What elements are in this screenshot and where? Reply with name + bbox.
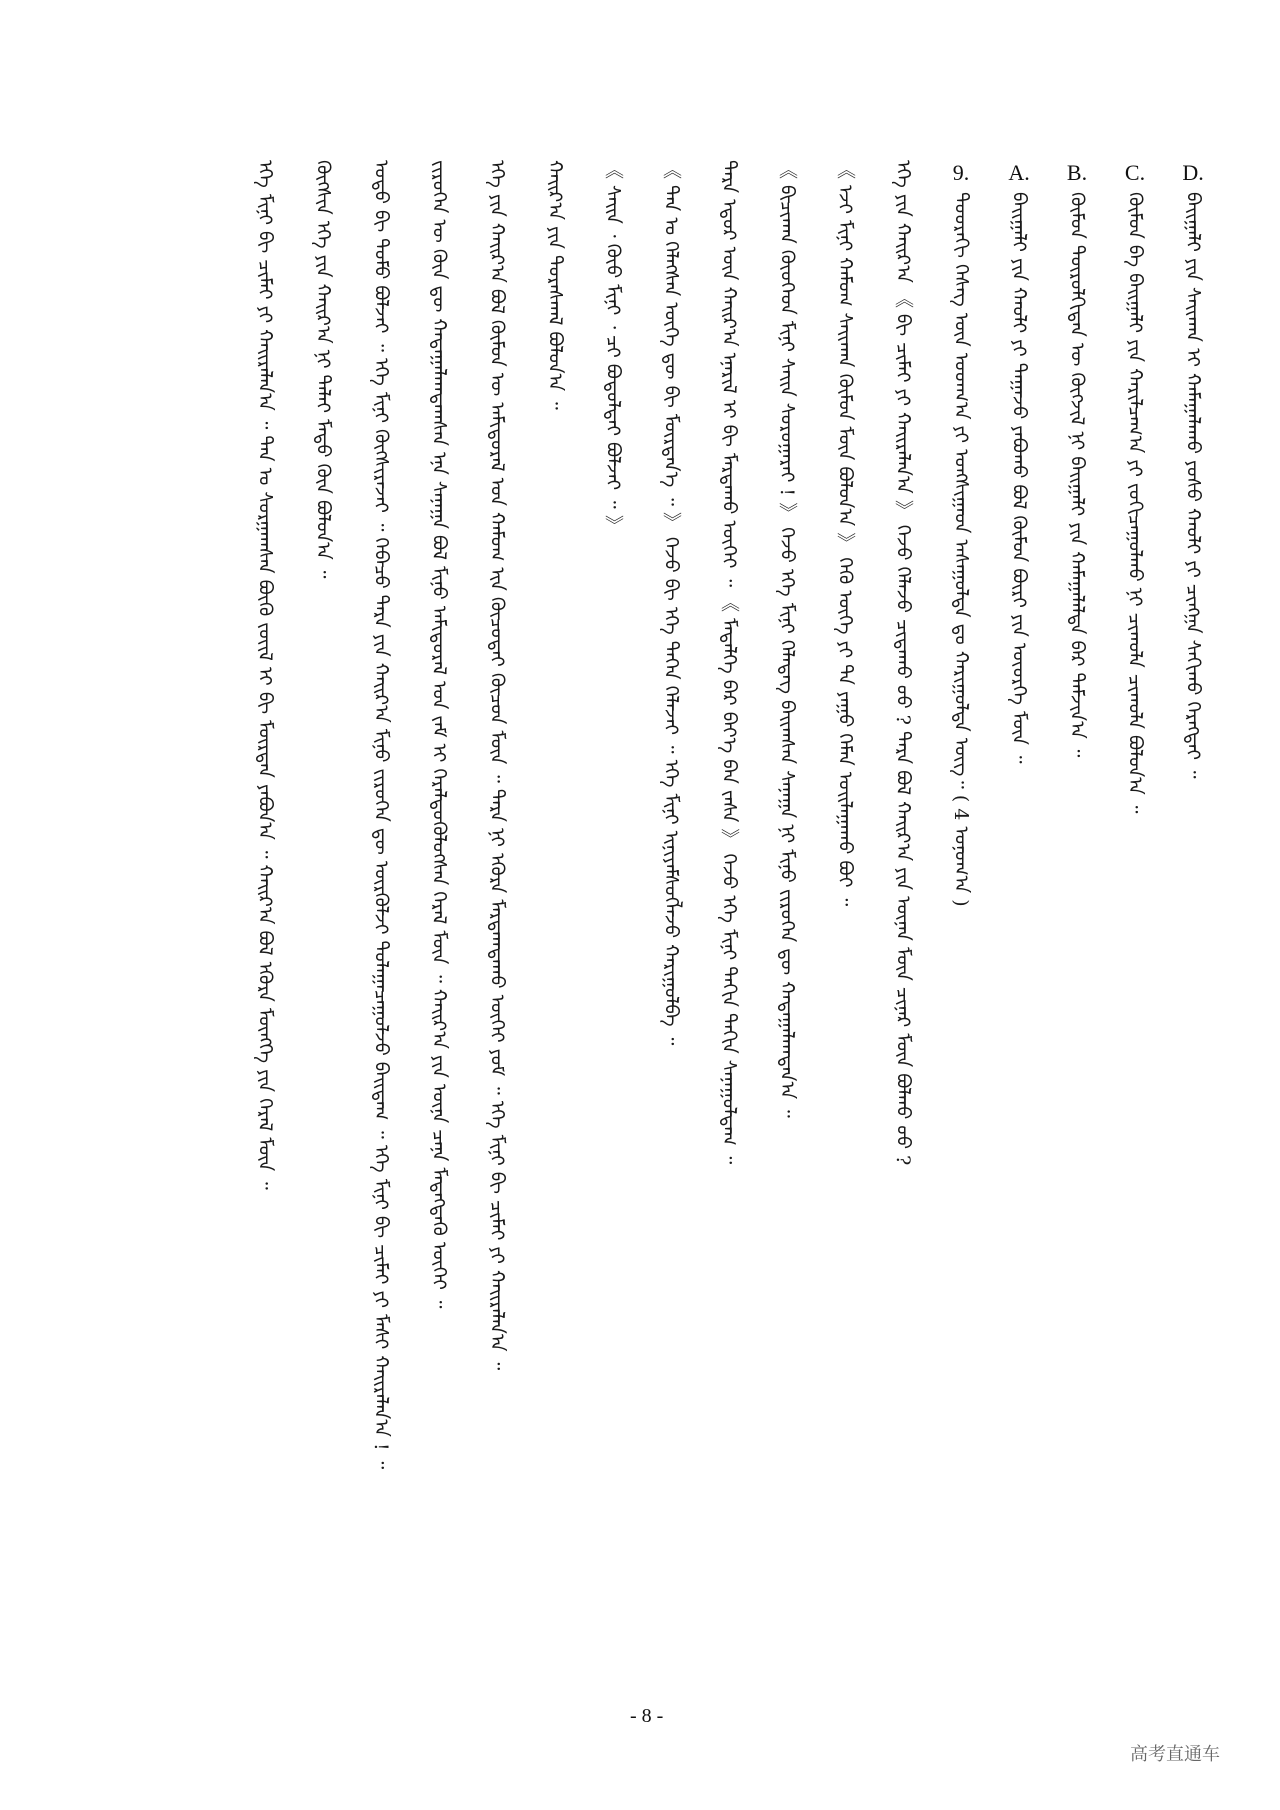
text-column bbox=[1064, 160, 1090, 1720]
column-text: ᠳᠣᠣᠷᠠᠬᠢ ᠬᠡᠰᠡᠭ ᠦᠨ ᠤᠳᠬ᠎ᠠ ᠶᠢ ᠤᠩᠰᠢᠭᠠᠳ ᠠᠰᠠᠭᠤᠯᠲᠠ ᠳᠤ ᠬᠠᠷᠢᠭᠤᠯᠲᠠ ᠥᠭ᠃ ( 4 ᠣᠨᠤᠭ᠎ᠠ ) bbox=[950, 192, 972, 907]
watermark: 高考直通车 bbox=[1130, 1744, 1220, 1765]
text-column bbox=[1006, 160, 1032, 1720]
text-column bbox=[948, 160, 974, 1720]
page-number: - 8 - bbox=[630, 1705, 664, 1727]
column-text: ᠵᠢᠷᠦᠬᠡᠨ ᠦ ᠭᠦᠨ ᠳᠦ ᠬᠠᠳᠠᠭᠠᠯᠠᠭᠳᠠᠭᠰᠠᠨ ᠡᠨᠡ ᠰᠠᠨᠠᠭᠠ ᠪᠣᠯ ᠮᠢᠨᠦ ᠠᠮᠢᠳᠤᠷᠠᠯ ᠤᠨ ᠵᠠᠮ ᠢ ᠭᠡᠷᠡᠯᠲᠦᠭᠦᠯᠦᠭᠰᠡᠨ ᠭᠡᠷᠡᠯ ᠮᠥᠨ ᠃ ᠬᠠᠢᠷ᠎ᠠ ᠶᠢᠨ ᠦᠨᠡ ᠴᠡᠨᠡ ᠮᠡᠳᠡᠭᠳᠡᠬᠦ ᠦᠭᠡᠢ ᠃ bbox=[428, 160, 450, 1309]
column-text: ᠣᠳᠣ ᠪᠢ ᠲᠣᠮᠣ ᠪᠣᠯᠵᠠᠢ ᠃ ᠡᠬᠡ ᠮᠢᠨᠢ ᠬᠥᠭᠰᠢᠷᠡᠵᠡᠢ ᠃ ᠭᠡᠪᠡᠴᠦ ᠲᠡᠷᠡ ᠶᠢᠨ ᠬᠠᠢᠷ᠎ᠠ ᠮᠢᠨᠦ ᠵᠢᠷᠦᠬᠡᠨ ᠳᠦ ᠦᠷᠭᠦᠯᠵᠢ ᠳᠤᠯᠠᠭᠠᠴᠠᠭᠤᠯᠵᠤ ᠪᠠᠢᠳᠠᠭ ᠃ ᠡᠬᠡ ᠮᠢᠨᠢ ᠪᠢ ᠴᠢᠮᠠᠢ ᠶᠢ ᠮᠠᠰᠢ ᠬᠠᠢᠷᠠᠯᠠᠨ᠎ᠠ ! ᠃ bbox=[370, 160, 392, 1470]
text-column bbox=[774, 160, 800, 1720]
column-text: ᠬᠦᠮᠦᠨ ᠪᠠ ᠪᠠᠢᠭᠠᠯᠢ ᠶᠢᠨ ᠬᠠᠷᠢᠯᠴᠠᠭ᠎ᠠ ᠶᠢ ᠵᠣᠬᠢᠴᠠᠭᠤᠯᠬᠤ ᠨᠢ ᠴᠢᠬᠤᠯᠠ ᠴᠢᠬᠤᠯᠠ ᠪᠣᠯᠤᠨ᠎ᠠ ᠃ bbox=[1124, 192, 1146, 814]
column-text: ᠪᠠᠢᠭᠠᠯᠢ ᠶᠢᠨ ᠬᠠᠤᠯᠢ ᠶᠢ ᠳᠠᠭᠠᠵᠤ ᠶᠠᠪᠤᠬᠤ ᠪᠣᠯ ᠬᠦᠮᠦᠨ ᠪᠦᠷᠢ ᠶᠢᠨ ᠦᠦᠷᠭᠡ ᠮᠥᠨ ᠃ bbox=[1008, 192, 1030, 764]
column-text: ᠲᠡᠷᠡ ᠡᠳᠦᠷ ᠦᠨ ᠬᠠᠢᠷ᠎ᠠ ᠡᠨᠡᠷᠢᠯ ᠢ ᠪᠢ ᠮᠠᠷᠲᠠᠬᠤ ᠦᠭᠡᠢ ᠃ 《 ᠮᠡᠳᠡᠯᠭᠡ ᠪᠠᠷ ᠪᠡᠶ᠎ᠡ ᠪᠡᠨ ᠵᠠᠰᠠ 》 ᠭᠡᠵᠦ ᠡᠬᠡ ᠮᠢᠨᠢ ᠳᠠᠬᠢᠨ ᠳᠠᠬᠢᠨ ᠰᠠᠨᠠᠭᠤᠯᠳᠠᠭ ᠃ bbox=[718, 160, 740, 1165]
column-text: ᠡᠬᠡ ᠶᠢᠨ ᠬᠠᠢᠷ᠎ᠠ 《 ᠪᠢ ᠴᠢᠮᠠᠢ ᠶᠢ ᠬᠠᠢᠷᠠᠯᠠᠨ᠎ᠠ 》 ᠭᠡᠵᠦ ᠬᠡᠯᠡᠵᠦ ᠴᠢᠳᠠᠬᠤ ᠤᠤ ? ᠲᠡᠷᠡ ᠪᠣᠯ ᠬᠠᠢᠷ᠎ᠠ ᠶᠢᠨ ᠦᠨᠡᠨ ᠮᠥᠨ ᠴᠢᠨᠠᠷ ᠮᠥᠨ ᠪᠣᠯᠬᠤ ᠤᠤ ? bbox=[892, 160, 916, 1165]
text-column bbox=[890, 160, 916, 1720]
text-column bbox=[252, 160, 278, 1720]
text-column bbox=[484, 160, 510, 1720]
text-column bbox=[426, 160, 452, 1720]
column-text: ᠬᠦᠮᠦᠨ ᠲᠥᠷᠦᠯᠬᠢᠲᠡᠨ ᠦ ᠬᠥᠭᠵᠢᠯ ᠨᠢ ᠪᠠᠢᠭᠠᠯᠢ ᠶᠢᠨ ᠬᠠᠮᠠᠭᠠᠯᠠᠯᠲᠠ ᠪᠠᠷ ᠳᠠᠮᠵᠢᠨ᠎ᠠ ᠃ bbox=[1066, 192, 1088, 758]
column-text: ᠡᠬᠡ ᠶᠢᠨ ᠬᠠᠢᠷ᠎ᠠ ᠪᠣᠯ ᠬᠦᠮᠦᠨ ᠦ ᠠᠮᠢᠳᠤᠷᠠᠯ ᠤᠨ ᠬᠠᠮᠤᠭ ᠢᠨ ᠬᠦᠴᠦᠲᠡᠢ ᠬᠦᠴᠦᠨ ᠮᠥᠨ ᠃ ᠲᠡᠷᠡ ᠨᠢ ᠡᠭᠦᠷᠡ ᠮᠠᠷᠲᠠᠭᠳᠠᠬᠤ ᠦᠭᠡᠢ ᠶᠤᠮ ᠃ ᠡᠬᠡ ᠮᠢᠨᠢ ᠪᠢ ᠴᠢᠮᠠᠢ ᠶᠢ ᠬᠠᠢᠷᠠᠯᠠᠨ᠎ᠠ ᠃ bbox=[486, 160, 508, 1371]
text-column bbox=[368, 160, 394, 1720]
text-column bbox=[600, 160, 626, 1720]
column-text: 《 ᠲᠠᠨ ᠤ ᠬᠡᠯᠡᠭᠰᠡᠨ ᠦᠭᠡ ᠳᠦ ᠪᠢ ᠮᠥᠷᠳᠡᠨ᠎ᠡ ᠃ 》 ᠭᠡᠵᠦ ᠪᠢ ᠡᠬᠡ ᠳᠡᠭᠡᠨ ᠬᠡᠯᠡᠵᠡᠢ ᠃ ᠡᠬᠡ ᠮᠢᠨᠢ ᠢᠨᠢᠶᠡᠮᠰᠦᠭᠯᠡᠵᠦ ᠬᠠᠷᠢᠭᠤᠯᠪᠠ ᠃ bbox=[660, 160, 682, 1046]
item-marker: C. bbox=[1124, 160, 1146, 185]
text-column bbox=[310, 160, 336, 1720]
column-text: 《 ᠡᠵᠢ ᠮᠢᠨᠢ ᠬᠠᠮᠤᠭ ᠰᠠᠢᠬᠠᠨ ᠬᠦᠮᠦᠨ ᠮᠥᠨ ᠪᠣᠯᠤᠨ᠎ᠠ 》 ᠭᠡᠬᠦ ᠦᠭᠡ ᠶᠢ ᠲᠠ ᠶᠠᠭᠤ ᠬᠡᠮᠡᠨ ᠣᠢᠯᠠᠭᠠᠬᠤ ᠪᠤᠢ ᠃ bbox=[834, 160, 856, 907]
column-text: ᠡᠬᠡ ᠮᠢᠨᠢ ᠪᠢ ᠴᠢᠮᠠᠢ ᠶᠢ ᠬᠠᠢᠷᠠᠯᠠᠨ᠎ᠠ ᠃ ᠲᠠᠨ ᠤ ᠰᠤᠷᠭᠠᠭᠰᠠᠨ ᠪᠦᠬᠦ ᠵᠦᠢᠯ ᠢ ᠪᠢ ᠮᠦᠷᠳᠡᠨ ᠶᠠᠪᠤᠨ᠎ᠠ ᠃ ᠬᠠᠢᠷ᠎ᠠ ᠪᠣᠯ ᠡᠭᠦᠷᠡ ᠮᠥᠩᠬᠡ ᠶᠢᠨ ᠭᠡᠷᠡᠯ ᠮᠥᠨ ᠃ bbox=[254, 160, 276, 1190]
item-marker: D. bbox=[1182, 160, 1204, 185]
text-column bbox=[1122, 160, 1148, 1720]
text-column bbox=[542, 160, 568, 1720]
item-marker: 9. bbox=[952, 160, 970, 185]
column-text: 《 ᠪᠢᠴᠢᠬᠠᠨ ᠬᠦᠦᠬᠡᠳ ᠮᠢᠨᠢ ᠰᠠᠢᠨ ᠰᠤᠷᠤᠭᠠᠷᠠᠢ ! 》 ᠭᠡᠵᠦ ᠡᠬᠡ ᠮᠢᠨᠢ ᠬᠡᠯᠡᠳᠡᠭ ᠪᠠᠢᠭᠰᠠᠨ ᠰᠠᠨᠠᠭᠠ ᠨᠢ ᠮᠢᠨᠦ ᠵᠢᠷᠦᠬᠡᠨ ᠳᠦ ᠬᠠᠳᠠᠭᠠᠯᠠᠭᠳᠠᠨ᠎ᠠ ᠃ bbox=[776, 160, 798, 1118]
item-marker: A. bbox=[1008, 160, 1030, 185]
text-column bbox=[832, 160, 858, 1720]
column-text: ᠪᠠᠢᠭᠠᠯᠢ ᠶᠢᠨ ᠰᠠᠢᠬᠠᠨ ᠢ ᠬᠠᠮᠠᠭᠠᠯᠠᠬᠤ ᠶᠤᠰᠤ ᠬᠠᠤᠯᠢ ᠶᠢ ᠴᠢᠩᠭᠠ ᠰᠠᠬᠢᠬᠤ ᠬᠡᠷᠡᠭᠲᠡᠢ ᠃ bbox=[1182, 192, 1204, 779]
item-marker: B. bbox=[1066, 160, 1088, 185]
text-column bbox=[658, 160, 684, 1720]
column-text: ᠬᠥᠭᠰᠢᠨ ᠡᠬᠡ ᠶᠢᠨ ᠬᠠᠢᠷ᠎ᠠ ᠨᠢ ᠳᠠᠯᠠᠢ ᠮᠡᠲᠦ ᠭᠦᠨ ᠪᠣᠯᠤᠨ᠎ᠠ ᠃ bbox=[312, 160, 334, 579]
text-column bbox=[716, 160, 742, 1720]
column-text: ᠬᠠᠢᠷ᠎ᠠ ᠶᠢᠨ ᠳᠤᠷᠠᠰᠬᠠᠯ ᠪᠣᠯᠤᠨ᠎ᠠ ᠃ bbox=[544, 160, 566, 410]
text-column bbox=[1180, 160, 1206, 1720]
column-text: 《 ᠰᠠᠢᠨ ᠂ ᠬᠦᠦ ᠮᠢᠨᠢ ᠂ ᠴᠢ ᠪᠣᠳᠣᠯᠲᠠᠢ ᠪᠣᠯᠵᠠᠢ ᠃ 》 bbox=[602, 160, 624, 534]
